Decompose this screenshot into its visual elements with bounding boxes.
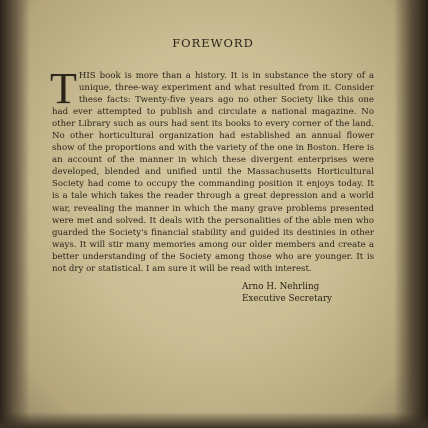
drop-cap: T bbox=[50, 64, 77, 113]
page-shadow-left bbox=[0, 0, 30, 428]
signature-title: Executive Secretary bbox=[242, 294, 333, 305]
signature-block bbox=[242, 281, 374, 306]
foreword-text: HIS book is more than a history. It is in substance the story of a unique, three-way experiment and what resulted from it. Consider these facts: Twenty-five years ago no other Society like this one had ever attempted to publish and circulate a national magazine. No other Library such as ours had sent its books to every corner of the land. No other horticultural organization had established an annual flower show of the proportions and with the variety of the one in Boston. Here is an account of the manner in which these divergent enterprises were developed, blended and unified until the Massachusetts Horticultural Society had come to occupy the commanding position it enjoys today. It is a tale which takes the reader through a great depression and a world war, revealing the manner in which the many grave problems presented were met and solved. It deals with the personalities of the able men who guarded the Society's financial stability and guided its destinies in other ways. It will stir many memories among our older members and create a better understanding of the Society among those who are younger. It is not dry or statistical. I am sure it will be read with interest. bbox=[52, 71, 374, 274]
page-shadow-bottom bbox=[0, 412, 428, 428]
signature-name: Arno H. Nehrling bbox=[242, 281, 320, 292]
page-shadow-right bbox=[394, 0, 428, 428]
foreword-body bbox=[50, 64, 374, 275]
book-page bbox=[52, 36, 374, 306]
page-heading: FOREWORD bbox=[172, 36, 254, 50]
